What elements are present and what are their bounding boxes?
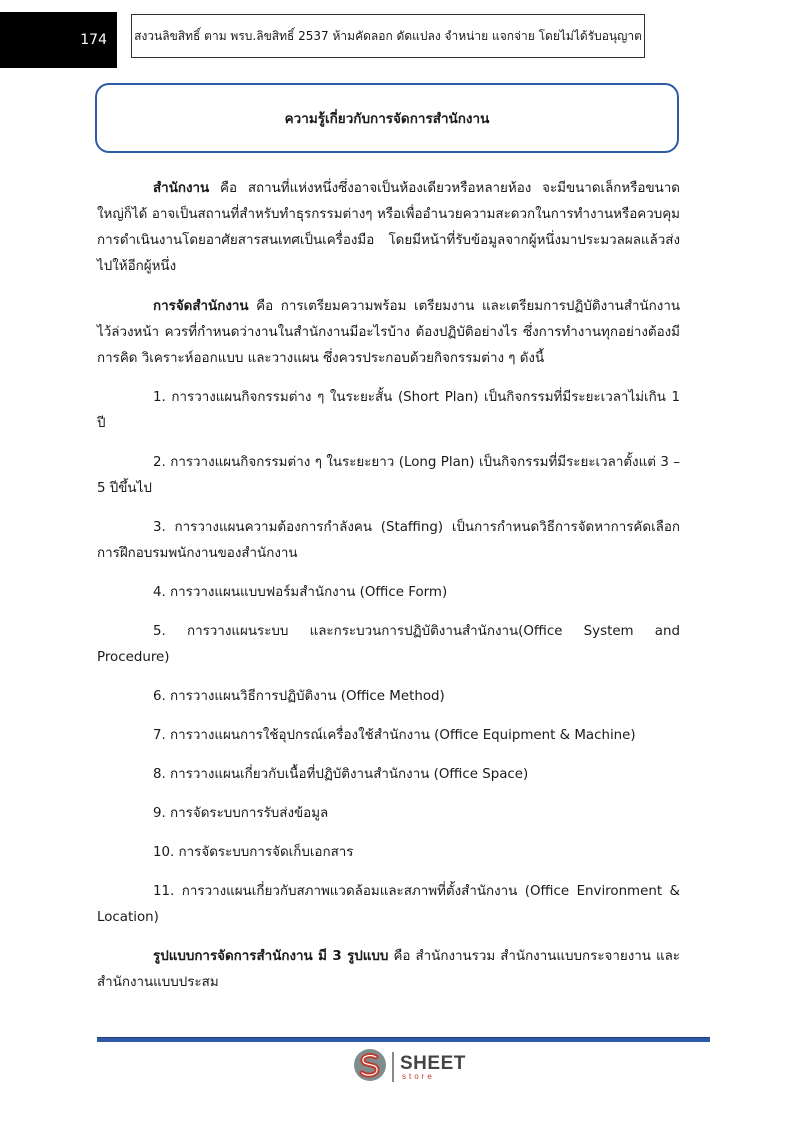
definition-term: การจัดสำนักงาน	[153, 299, 249, 314]
intro-term: สำนักงาน	[153, 181, 210, 196]
page-number-box	[0, 12, 117, 68]
list-item: 11. การวางแผนเกี่ยวกับสภาพแวดล้อมและสภาพที่ตั้งสำนักงาน (Office Environment & Location)	[97, 884, 680, 925]
list-item: 7. การวางแผนการใช้อุปกรณ์เครื่องใช้สำนักงาน (Office Equipment & Machine)	[153, 728, 636, 743]
list-item: 4. การวางแผนแบบฟอร์มสำนักงาน (Office Form)	[153, 585, 448, 600]
definition-paragraph	[97, 294, 680, 372]
intro-paragraph	[97, 176, 680, 280]
logo-main-text: SHEET	[400, 1052, 466, 1074]
forms-term: รูปแบบการจัดการสำนักงาน มี 3 รูปแบบ	[153, 949, 389, 964]
copyright-notice: สงวนลิขสิทธิ์ ตาม พรบ.ลิขสิทธิ์ 2537 ห้ามคัดลอก ดัดแปลง จำหน่าย แจกจ่าย โดยไม่ได้รับอนุญาต	[134, 28, 642, 43]
list-item: 3. การวางแผนความต้องการกำลังคน (Staffing) เป็นการกำหนดวิธีการจัดหาการคัดเลือก การฝึกอบรมพนักงานของสำนักงาน	[97, 520, 680, 561]
list-item: 9. การจัดระบบการรับส่งข้อมูล	[153, 806, 329, 821]
list-item: 5. การวางแผนระบบ และกระบวนการปฏิบัติงานสำนักงาน(Office System and Procedure)	[97, 624, 680, 665]
logo-divider	[392, 1052, 394, 1082]
footer-divider	[97, 1037, 710, 1042]
logo-text	[400, 1054, 466, 1081]
section-title-box	[95, 83, 679, 153]
list-item: 10. การจัดระบบการจัดเก็บเอกสาร	[153, 845, 354, 860]
list-item: 1. การวางแผนกิจกรรมต่าง ๆ ในระยะสั้น (Short Plan) เป็นกิจกรรมที่มีระยะเวลาไม่เกิน 1 ปี	[97, 390, 680, 431]
intro-text: คือ สถานที่แห่งหนึ่งซึ่งอาจเป็นห้องเดียวหรือหลายห้อง จะมีขนาดเล็กหรือขนาดใหญ่ก็ได้ อาจเป็นสถานที่สำหรับทำธุรกรรมต่างๆ หรือเพื่ออำนวยความสะดวกในการทำงานหรือควบคุมการดำเนินงานโดยอาศัยสารสนเทศเป็นเครื่องมือ โดยมีหน้าที่รับข้อมูลจากผู้หนึ่งมาประมวลผลแล้วส่งไปให้อีกผู้หนึ่ง	[97, 181, 680, 274]
logo-sub-text: store	[402, 1071, 435, 1081]
page-number: 174	[80, 32, 107, 48]
sheet-store-logo	[352, 1049, 466, 1085]
section-title: ความรู้เกี่ยวกับการจัดการสำนักงาน	[284, 111, 490, 127]
list-item: 6. การวางแผนวิธีการปฏิบัติงาน (Office Method)	[153, 689, 445, 704]
forms-text: คือ สำนักงานรวม สำนักงานแบบกระจายงาน และสำนักงานแบบประสม	[97, 949, 680, 990]
list-item: 8. การวางแผนเกี่ยวกับเนื้อที่ปฏิบัติงานสำนักงาน (Office Space)	[153, 767, 529, 782]
definition-text: คือ การเตรียมความพร้อม เตรียมงาน และเตรียมการปฏิบัติงานสำนักงานไว้ล่วงหน้า ควรที่กำหนดว่างานในสำนักงานมีอะไรบ้าง ต้องปฏิบัติอย่างไร ซึ่งการทำงานทุกอย่างต้องมีการคิด วิเคราะห์ออกแบบ และวางแผน ซึ่งควรประกอบด้วยกิจกรรมต่าง ๆ ดังนี้	[97, 299, 680, 366]
list-item: 2. การวางแผนกิจกรรมต่าง ๆ ในระยะยาว (Long Plan) เป็นกิจกรรมที่มีระยะเวลาตั้งแต่ 3 – 5 ปีขึ้นไป	[97, 455, 680, 496]
forms-paragraph	[97, 944, 680, 996]
document-body	[97, 176, 680, 996]
s-logo-icon	[352, 1047, 388, 1087]
copyright-notice-box	[131, 14, 645, 58]
